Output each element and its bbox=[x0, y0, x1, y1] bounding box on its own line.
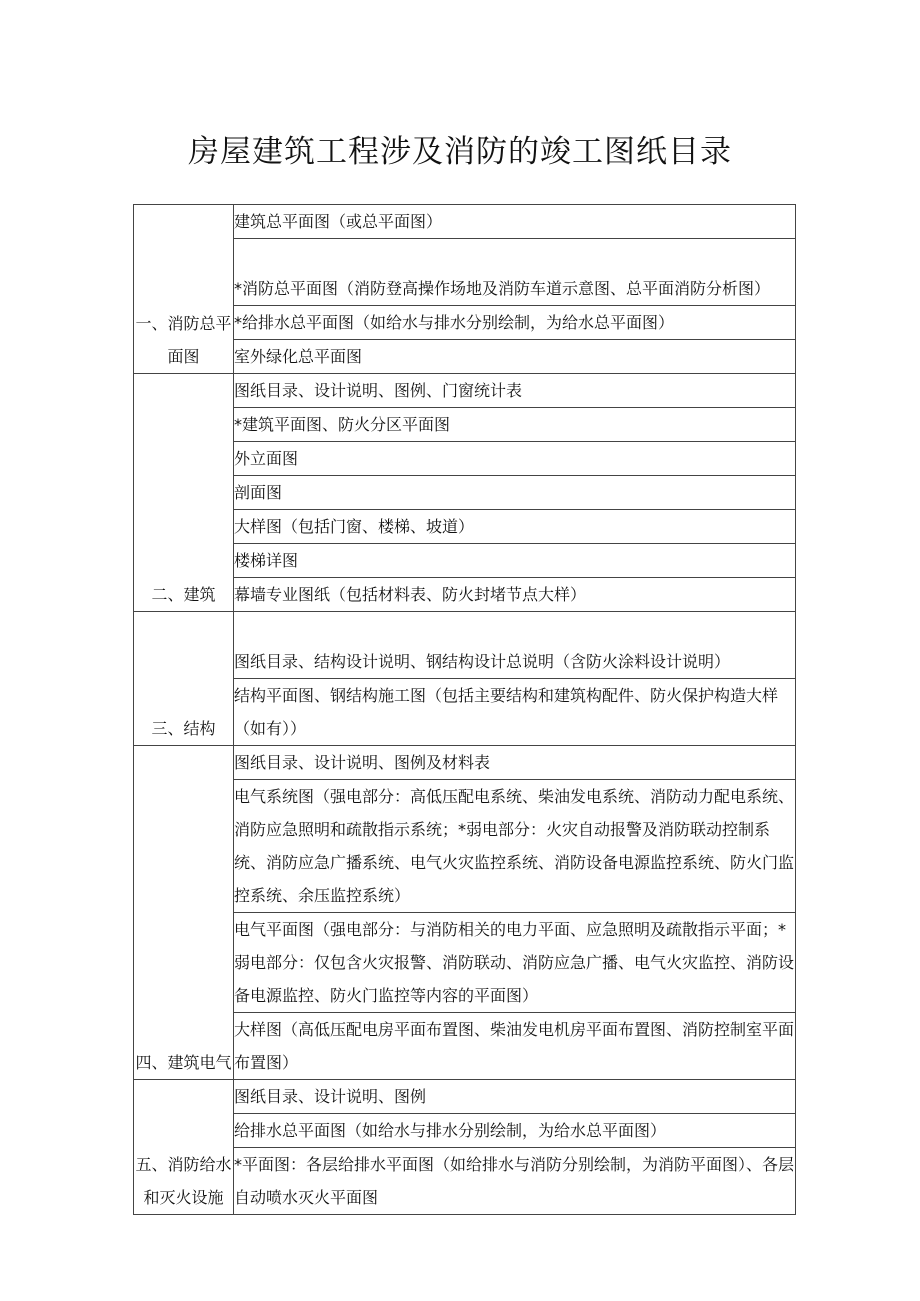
table-row bbox=[134, 306, 796, 340]
drawing-item: *建筑平面图、防火分区平面图 bbox=[234, 408, 796, 442]
category-cell: 五、消防给水和灭火设施 bbox=[134, 1080, 234, 1215]
table-row bbox=[134, 205, 796, 239]
drawing-item: *消防总平面图（消防登高操作场地及消防车道示意图、总平面消防分析图） bbox=[234, 239, 796, 306]
drawing-item: 外立面图 bbox=[234, 442, 796, 476]
drawing-item: 大样图（包括门窗、楼梯、坡道） bbox=[234, 510, 796, 544]
document-title: 房屋建筑工程涉及消防的竣工图纸目录 bbox=[188, 134, 732, 170]
drawing-catalog-table bbox=[133, 204, 796, 1215]
category-cell: 二、建筑 bbox=[134, 374, 234, 612]
drawing-item: 结构平面图、钢结构施工图（包括主要结构和建筑构配件、防火保护构造大样（如有）） bbox=[234, 679, 796, 746]
table-row bbox=[134, 340, 796, 374]
table-row bbox=[134, 578, 796, 612]
drawing-item: 图纸目录、结构设计说明、钢结构设计总说明（含防火涂料设计说明） bbox=[234, 612, 796, 679]
table-row bbox=[134, 442, 796, 476]
table-row bbox=[134, 510, 796, 544]
table-row bbox=[134, 408, 796, 442]
drawing-item: 电气系统图（强电部分：高低压配电系统、柴油发电系统、消防动力配电系统、消防应急照明和疏散指示系统；*弱电部分：火灾自动报警及消防联动控制系统、消防应急广播系统、电气火灾监控系统、消防设备电源监控系统、防火门监控系统、余压监控系统） bbox=[234, 780, 796, 913]
category-cell: 四、建筑电气 bbox=[134, 746, 234, 1080]
drawing-item: 室外绿化总平面图 bbox=[234, 340, 796, 374]
drawing-item: 剖面图 bbox=[234, 476, 796, 510]
drawing-item: 幕墙专业图纸（包括材料表、防火封堵节点大样） bbox=[234, 578, 796, 612]
drawing-item: 图纸目录、设计说明、图例及材料表 bbox=[234, 746, 796, 780]
drawing-item: 楼梯详图 bbox=[234, 544, 796, 578]
drawing-item: *平面图：各层给排水平面图（如给排水与消防分别绘制，为消防平面图）、各层自动喷水灭火平面图 bbox=[234, 1148, 796, 1215]
drawing-item: 给排水总平面图（如给水与排水分别绘制，为给水总平面图） bbox=[234, 1114, 796, 1148]
table-row bbox=[134, 1148, 796, 1215]
table-row bbox=[134, 746, 796, 780]
category-cell: 三、结构 bbox=[134, 612, 234, 746]
table-row bbox=[134, 374, 796, 408]
table-row bbox=[134, 1013, 796, 1080]
drawing-item: 建筑总平面图（或总平面图） bbox=[234, 205, 796, 239]
drawing-item: 大样图（高低压配电房平面布置图、柴油发电机房平面布置图、消防控制室平面布置图） bbox=[234, 1013, 796, 1080]
table-row bbox=[134, 1114, 796, 1148]
table-row bbox=[134, 780, 796, 913]
table-row bbox=[134, 612, 796, 679]
drawing-item: 电气平面图（强电部分：与消防相关的电力平面、应急照明及疏散指示平面；*弱电部分：仅包含火灾报警、消防联动、消防应急广播、电气火灾监控、消防设备电源监控、防火门监控等内容的平面图） bbox=[234, 913, 796, 1013]
table-row bbox=[134, 239, 796, 306]
table-row bbox=[134, 1080, 796, 1114]
table-row bbox=[134, 679, 796, 746]
table-row bbox=[134, 913, 796, 1013]
drawing-item: *给排水总平面图（如给水与排水分别绘制，为给水总平面图） bbox=[234, 306, 796, 340]
drawing-item: 图纸目录、设计说明、图例、门窗统计表 bbox=[234, 374, 796, 408]
drawing-item: 图纸目录、设计说明、图例 bbox=[234, 1080, 796, 1114]
table-row bbox=[134, 476, 796, 510]
category-cell: 一、消防总平面图 bbox=[134, 205, 234, 374]
table-row bbox=[134, 544, 796, 578]
